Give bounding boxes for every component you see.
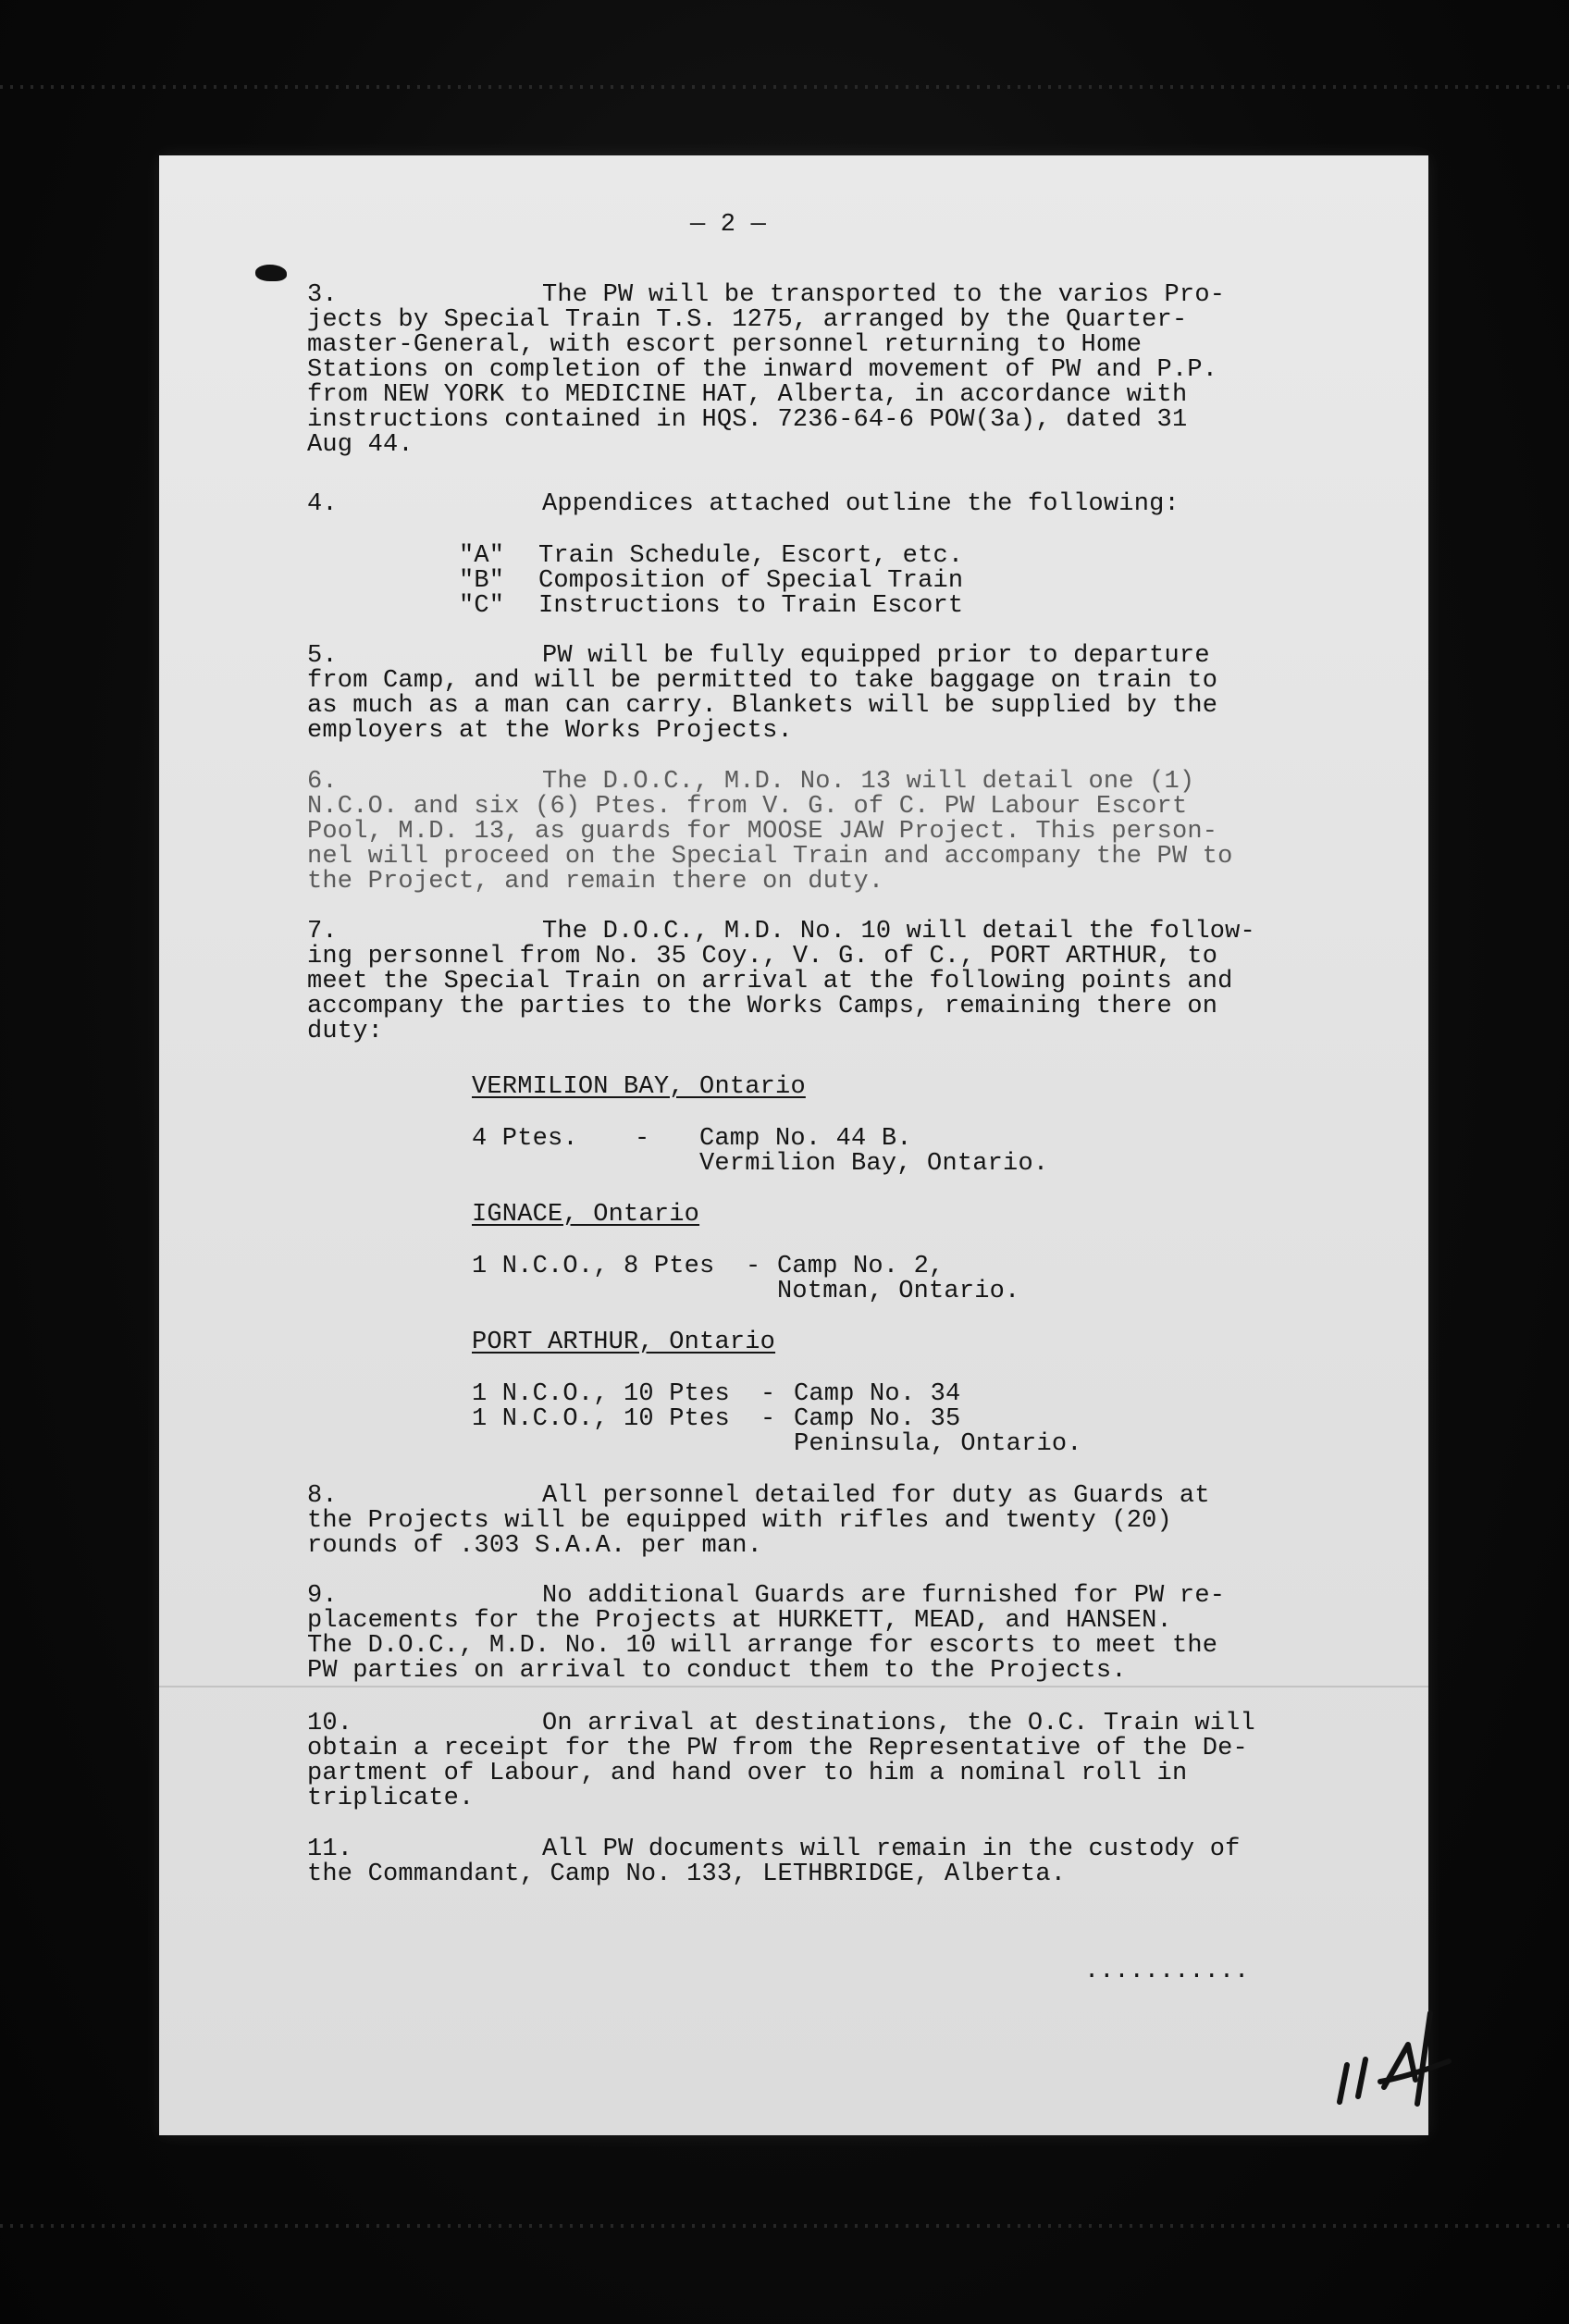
location-personnel: 4 Ptes.	[472, 1125, 578, 1153]
para-11-line: the Commandant, Camp No. 133, LETHBRIDGE, Alberta.	[307, 1860, 1067, 1888]
para-5-line: employers at the Works Projects.	[307, 717, 793, 745]
location-separator: -	[760, 1405, 776, 1433]
location-separator: -	[760, 1380, 776, 1408]
appendix-text: Train Schedule, Escort, etc.	[538, 542, 964, 570]
location-personnel: 1 N.C.O., 8 Ptes	[472, 1253, 715, 1280]
para-6-line: nel will proceed on the Special Train and accompany the PW to	[307, 843, 1233, 871]
appendix-key: "B"	[459, 567, 505, 595]
para-11-line: All PW documents will remain in the custody of	[542, 1836, 1241, 1863]
para-9-line: PW parties on arrival to conduct them to the Projects.	[307, 1657, 1127, 1685]
para-7-line: meet the Special Train on arrival at the following points and	[307, 968, 1233, 995]
film-edge-top	[0, 85, 1569, 89]
para-6-line: Pool, M.D. 13, as guards for MOOSE JAW Project. This person-	[307, 818, 1218, 846]
para-3-line: master-General, with escort personnel returning to Home	[307, 331, 1143, 359]
para-11-number: 11.	[307, 1836, 353, 1863]
para-9-number: 9.	[307, 1582, 338, 1610]
para-8-number: 8.	[307, 1482, 338, 1510]
para-10-line: partment of Labour, and hand over to him a nominal roll in	[307, 1760, 1188, 1787]
para-3-line: The PW will be transported to the varios Pro-	[542, 281, 1226, 309]
para-9-line: No additional Guards are furnished for PW re-	[542, 1582, 1226, 1610]
page-fold-line	[159, 1686, 1428, 1687]
location-separator: -	[746, 1253, 761, 1280]
para-3-line: jects by Special Train T.S. 1275, arranged by the Quarter-	[307, 306, 1188, 334]
para-4-line: Appendices attached outline the following:	[542, 490, 1180, 518]
para-6-line: N.C.O. and six (6) Ptes. from V. G. of C. PW Labour Escort	[307, 793, 1188, 821]
para-5-line: from Camp, and will be permitted to take baggage on train to	[307, 667, 1218, 695]
location-personnel: 1 N.C.O., 10 Ptes	[472, 1380, 730, 1408]
para-3-line: from NEW YORK to MEDICINE HAT, Alberta, in accordance with	[307, 381, 1188, 409]
appendix-text: Composition of Special Train	[538, 567, 964, 595]
location-place: Vermilion Bay, Ontario.	[699, 1150, 1049, 1178]
location-camp: Camp No. 35	[794, 1405, 961, 1433]
para-5-line: PW will be fully equipped prior to departure	[542, 642, 1210, 670]
appendix-key: "C"	[459, 592, 505, 620]
para-10-line: On arrival at destinations, the O.C. Train will	[542, 1710, 1255, 1737]
location-camp: Camp No. 34	[794, 1380, 961, 1408]
para-7-number: 7.	[307, 918, 338, 946]
para-7-line: The D.O.C., M.D. No. 10 will detail the follow-	[542, 918, 1255, 946]
appendix-key: "A"	[459, 542, 505, 570]
location-heading: VERMILION BAY, Ontario	[472, 1073, 806, 1101]
para-6-number: 6.	[307, 768, 338, 796]
para-5-line: as much as a man can carry. Blankets will be supplied by the	[307, 692, 1218, 720]
location-heading: IGNACE, Ontario	[472, 1201, 700, 1229]
para-8-line: the Projects will be equipped with rifles and twenty (20)	[307, 1507, 1172, 1535]
para-10-line: obtain a receipt for the PW from the Representative of the De-	[307, 1735, 1248, 1762]
continuation-dots: ...........	[1084, 1958, 1250, 1985]
film-edge-bottom	[0, 2224, 1569, 2228]
location-camp: Camp No. 2,	[777, 1253, 945, 1280]
location-personnel: 1 N.C.O., 10 Ptes	[472, 1405, 730, 1433]
location-camp: Camp No. 44 B.	[699, 1125, 912, 1153]
para-3-number: 3.	[307, 281, 338, 309]
document-page	[159, 155, 1428, 2135]
location-place: Peninsula, Ontario.	[794, 1430, 1082, 1458]
location-place: Notman, Ontario.	[777, 1278, 1020, 1305]
appendix-text: Instructions to Train Escort	[538, 592, 964, 620]
ink-blot	[255, 265, 287, 281]
para-8-line: rounds of .303 S.A.A. per man.	[307, 1532, 763, 1560]
para-9-line: The D.O.C., M.D. No. 10 will arrange for escorts to meet the	[307, 1632, 1218, 1660]
para-10-number: 10.	[307, 1710, 353, 1737]
para-7-line: ing personnel from No. 35 Coy., V. G. of C., PORT ARTHUR, to	[307, 943, 1218, 970]
para-6-line: the Project, and remain there on duty.	[307, 868, 884, 896]
page-number: — 2 —	[690, 211, 767, 239]
location-heading: PORT ARTHUR, Ontario	[472, 1329, 776, 1356]
handwritten-folio-number	[1327, 2002, 1465, 2113]
para-8-line: All personnel detailed for duty as Guards at	[542, 1482, 1210, 1510]
location-separator: -	[635, 1125, 650, 1153]
para-5-number: 5.	[307, 642, 338, 670]
para-3-line: instructions contained in HQS. 7236-64-6 POW(3a), dated 31	[307, 406, 1188, 434]
para-4-number: 4.	[307, 490, 338, 518]
para-10-line: triplicate.	[307, 1785, 475, 1812]
para-3-line: Stations on completion of the inward movement of PW and P.P.	[307, 356, 1218, 384]
para-6-line: The D.O.C., M.D. No. 13 will detail one (1)	[542, 768, 1195, 796]
para-7-line: accompany the parties to the Works Camps, remaining there on	[307, 993, 1218, 1020]
para-7-line: duty:	[307, 1018, 384, 1045]
para-9-line: placements for the Projects at HURKETT, MEAD, and HANSEN.	[307, 1607, 1172, 1635]
para-3-line: Aug 44.	[307, 431, 414, 459]
